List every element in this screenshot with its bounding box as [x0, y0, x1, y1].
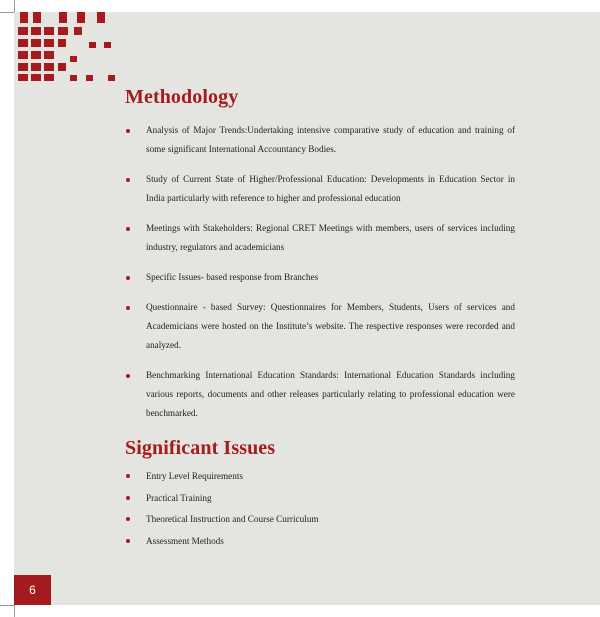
mosaic-square [31, 39, 41, 47]
list-item-text: Entry Level Requirements [146, 471, 243, 481]
mosaic-square [31, 74, 41, 81]
mosaic-square [18, 39, 28, 47]
mosaic-square [20, 12, 28, 23]
bullet-icon [126, 276, 130, 280]
content [125, 86, 515, 555]
crop-mark [14, 0, 15, 12]
bullet-icon [126, 496, 130, 500]
bullet-icon [126, 227, 130, 231]
list-item-text: Specific Issues- based response from Branches [146, 272, 319, 282]
bullet-icon [126, 517, 130, 521]
list-item [125, 491, 515, 505]
list-item-text: Study of Current State of Higher/Professional Education: Developments in Education Sector in India particularly with reference to higher and professional education [146, 174, 515, 203]
list-item-text: Practical Training [146, 492, 212, 503]
mosaic-square [31, 63, 41, 71]
mosaic-square [18, 63, 28, 71]
bullet-icon [126, 178, 130, 182]
list-item [125, 219, 515, 257]
mosaic-square [58, 27, 68, 35]
mosaic-square [58, 39, 66, 47]
mosaic-square [70, 56, 77, 62]
list-item-text: Questionnaire - based Survey: Questionnaires for Members, Students, Users of services and Academicians were hosted on the Institute’s website. The respective responses were recorded and analyzed. [146, 302, 515, 350]
bullet-icon [126, 539, 130, 543]
list-item [125, 170, 515, 208]
list-item-text: Theoretical Instruction and Course Curriculum [146, 514, 319, 524]
methodology-heading: Methodology [125, 86, 239, 108]
bullet-icon [126, 129, 130, 133]
mosaic-square [70, 75, 77, 81]
mosaic-square [74, 27, 82, 35]
list-item [125, 366, 515, 423]
mosaic-square [33, 12, 41, 23]
mosaic-square [44, 51, 54, 59]
list-item-text: Analysis of Major Trends:Undertaking intensive comparative study of education and training of some significant International Accountancy Bodies. [146, 125, 515, 154]
bullet-icon [126, 374, 130, 378]
decorative-square-mosaic [18, 12, 118, 82]
mosaic-square [44, 27, 54, 35]
methodology-list [125, 121, 515, 423]
mosaic-square [44, 63, 54, 71]
mosaic-square [31, 51, 41, 59]
list-item [125, 268, 515, 287]
list-item [125, 512, 515, 526]
mosaic-square [89, 42, 96, 48]
list-item [125, 469, 515, 483]
list-item-text: Meetings with Stakeholders: Regional CRET Meetings with members, users of services including industry, regulators and academicians [146, 223, 515, 252]
list-item [125, 534, 515, 548]
mosaic-square [104, 42, 111, 48]
mosaic-square [77, 12, 85, 23]
mosaic-square [108, 75, 115, 81]
bullet-icon [126, 474, 130, 478]
list-item [125, 121, 515, 159]
bullet-icon [126, 306, 130, 310]
page-number: 6 [14, 575, 51, 605]
list-item [125, 298, 515, 355]
mosaic-square [44, 74, 54, 81]
crop-mark [0, 605, 14, 606]
mosaic-square [18, 51, 28, 59]
crop-mark [14, 605, 15, 617]
crop-mark [0, 12, 14, 13]
mosaic-square [86, 75, 93, 81]
mosaic-square [59, 12, 67, 23]
list-item-text: Assessment Methods [146, 535, 224, 546]
mosaic-square [18, 74, 28, 81]
list-item-text: Benchmarking International Education Standards: International Education Standards including various reports, documents and other releases particularly relating to professional education were benchmarked. [146, 370, 515, 418]
mosaic-square [58, 63, 66, 71]
significant-issues-list [125, 469, 515, 548]
mosaic-square [44, 39, 54, 47]
mosaic-square [97, 12, 105, 23]
significant-issues-heading: Significant Issues [125, 437, 276, 459]
mosaic-square [31, 27, 41, 35]
mosaic-square [18, 27, 28, 35]
